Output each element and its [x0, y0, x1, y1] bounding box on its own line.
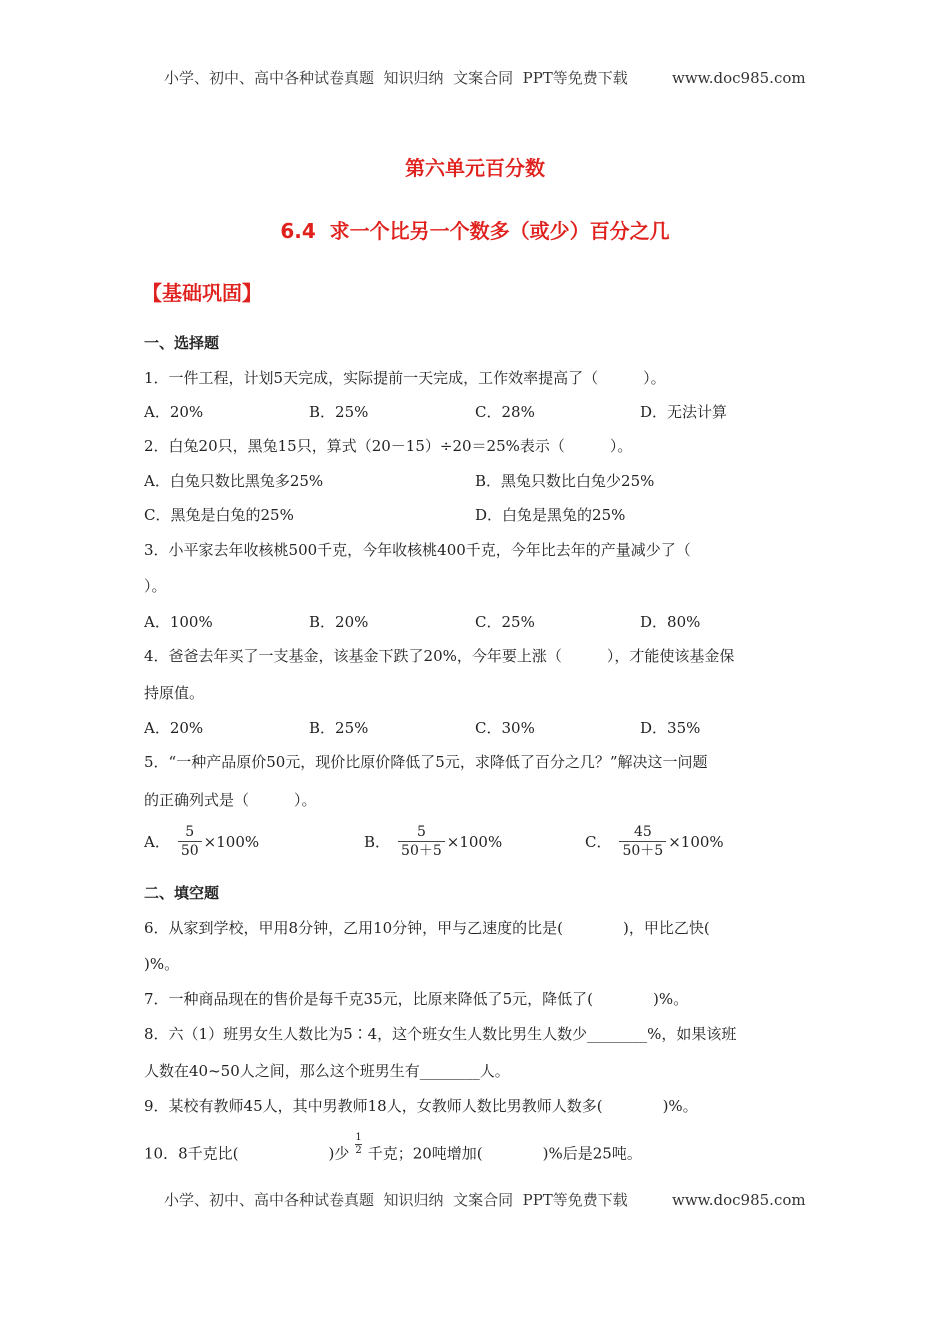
question-text: 持原值。	[144, 684, 205, 702]
option-fraction	[364, 823, 502, 860]
fraction	[178, 823, 202, 860]
option: B．20%	[309, 613, 369, 631]
option: C．30%	[475, 719, 535, 737]
multiplier: ×100%	[203, 832, 260, 851]
question-part: 10．8千克比( )少	[144, 1144, 350, 1163]
page-subtitle: 6.4 求一个比另一个数多（或少）百分之几	[280, 219, 670, 243]
footer-link[interactable]: www.doc985.com	[672, 1191, 806, 1209]
question-text: 4．爸爸去年买了一支基金，该基金下跌了20%，今年要上涨（ ），才能使该基金保	[144, 647, 735, 665]
option-fraction	[585, 823, 724, 860]
option: D．35%	[640, 719, 701, 737]
question-text: 6．从家到学校，甲用8分钟，乙用10分钟，甲与乙速度的比是( )，甲比乙快(	[144, 919, 710, 937]
option: D．白兔是黑兔的25%	[475, 506, 626, 524]
multiplier: ×100%	[668, 832, 724, 851]
denominator: 50	[178, 841, 202, 860]
option: A．20%	[144, 719, 204, 737]
question-text: 人数在40~50人之间，那么这个班男生有________人。	[144, 1062, 510, 1080]
part-heading: 一、选择题	[144, 334, 220, 352]
question-text	[144, 1132, 642, 1167]
fraction	[619, 823, 666, 860]
question-text: 7．一种商品现在的售价是每千克35元，比原来降低了5元，降低了( )%。	[144, 990, 689, 1008]
option: B．黑兔只数比白兔少25%	[475, 472, 655, 490]
option-label: A．	[144, 833, 170, 851]
option: D．80%	[640, 613, 701, 631]
option: B．25%	[309, 719, 369, 737]
fraction	[398, 823, 445, 860]
page-title: 第六单元百分数	[405, 156, 545, 180]
option: A．100%	[144, 613, 213, 631]
question-text: )%。	[144, 955, 180, 973]
question-text: 1．一件工程，计划5天完成，实际提前一天完成，工作效率提高了（ ）。	[144, 369, 666, 387]
header-text: 小学、初中、高中各种试卷真题 知识归纳 文案合同 PPT等免费下载	[164, 69, 628, 87]
option: B．25%	[309, 403, 369, 421]
option-label: C．	[585, 833, 612, 851]
footer-text: 小学、初中、高中各种试卷真题 知识归纳 文案合同 PPT等免费下载	[164, 1191, 628, 1209]
numerator: 5	[185, 824, 195, 840]
question-text: 的正确列式是（ ）。	[144, 791, 317, 809]
option: A．20%	[144, 403, 204, 421]
header-link[interactable]: www.doc985.com	[672, 69, 806, 87]
option: C．黑兔是白兔的25%	[144, 506, 294, 524]
option: D．无法计算	[640, 403, 728, 421]
part-heading: 二、填空题	[144, 884, 220, 902]
section-tag: 【基础巩固】	[142, 281, 262, 305]
option: A．白兔只数比黑兔多25%	[144, 472, 324, 490]
question-text: 5．“一种产品原价50元，现价比原价降低了5元，求降低了百分之几？”解决这一问题	[144, 753, 708, 771]
multiplier: ×100%	[446, 832, 503, 851]
numerator: 5	[416, 824, 426, 840]
question-text: 9．某校有教师45人，其中男教师18人，女教师人数比男教师人数多( )%。	[144, 1097, 698, 1115]
fraction	[355, 1132, 361, 1157]
question-text: 2．白兔20只，黑兔15只，算式（20－15）÷20＝25%表示（ ）。	[144, 437, 633, 455]
denominator: 50＋5	[619, 841, 666, 860]
option-fraction	[144, 823, 259, 860]
option: C．25%	[475, 613, 535, 631]
question-part: 千克；20吨增加( )%后是25吨。	[367, 1144, 642, 1163]
numerator: 45	[633, 824, 652, 840]
denominator: 2	[355, 1145, 362, 1156]
question-text: ）。	[144, 577, 167, 595]
question-text: 3．小平家去年收核桃500千克，今年收核桃400千克，今年比去年的产量减少了（	[144, 541, 691, 559]
option: C．28%	[475, 403, 535, 421]
denominator: 50＋5	[398, 841, 445, 860]
numerator: 1	[355, 1132, 362, 1143]
question-text: 8．六（1）班男女生人数比为5∶4，这个班女生人数比男生人数少________%，如果该班	[144, 1025, 737, 1043]
option-label: B．	[364, 833, 391, 851]
